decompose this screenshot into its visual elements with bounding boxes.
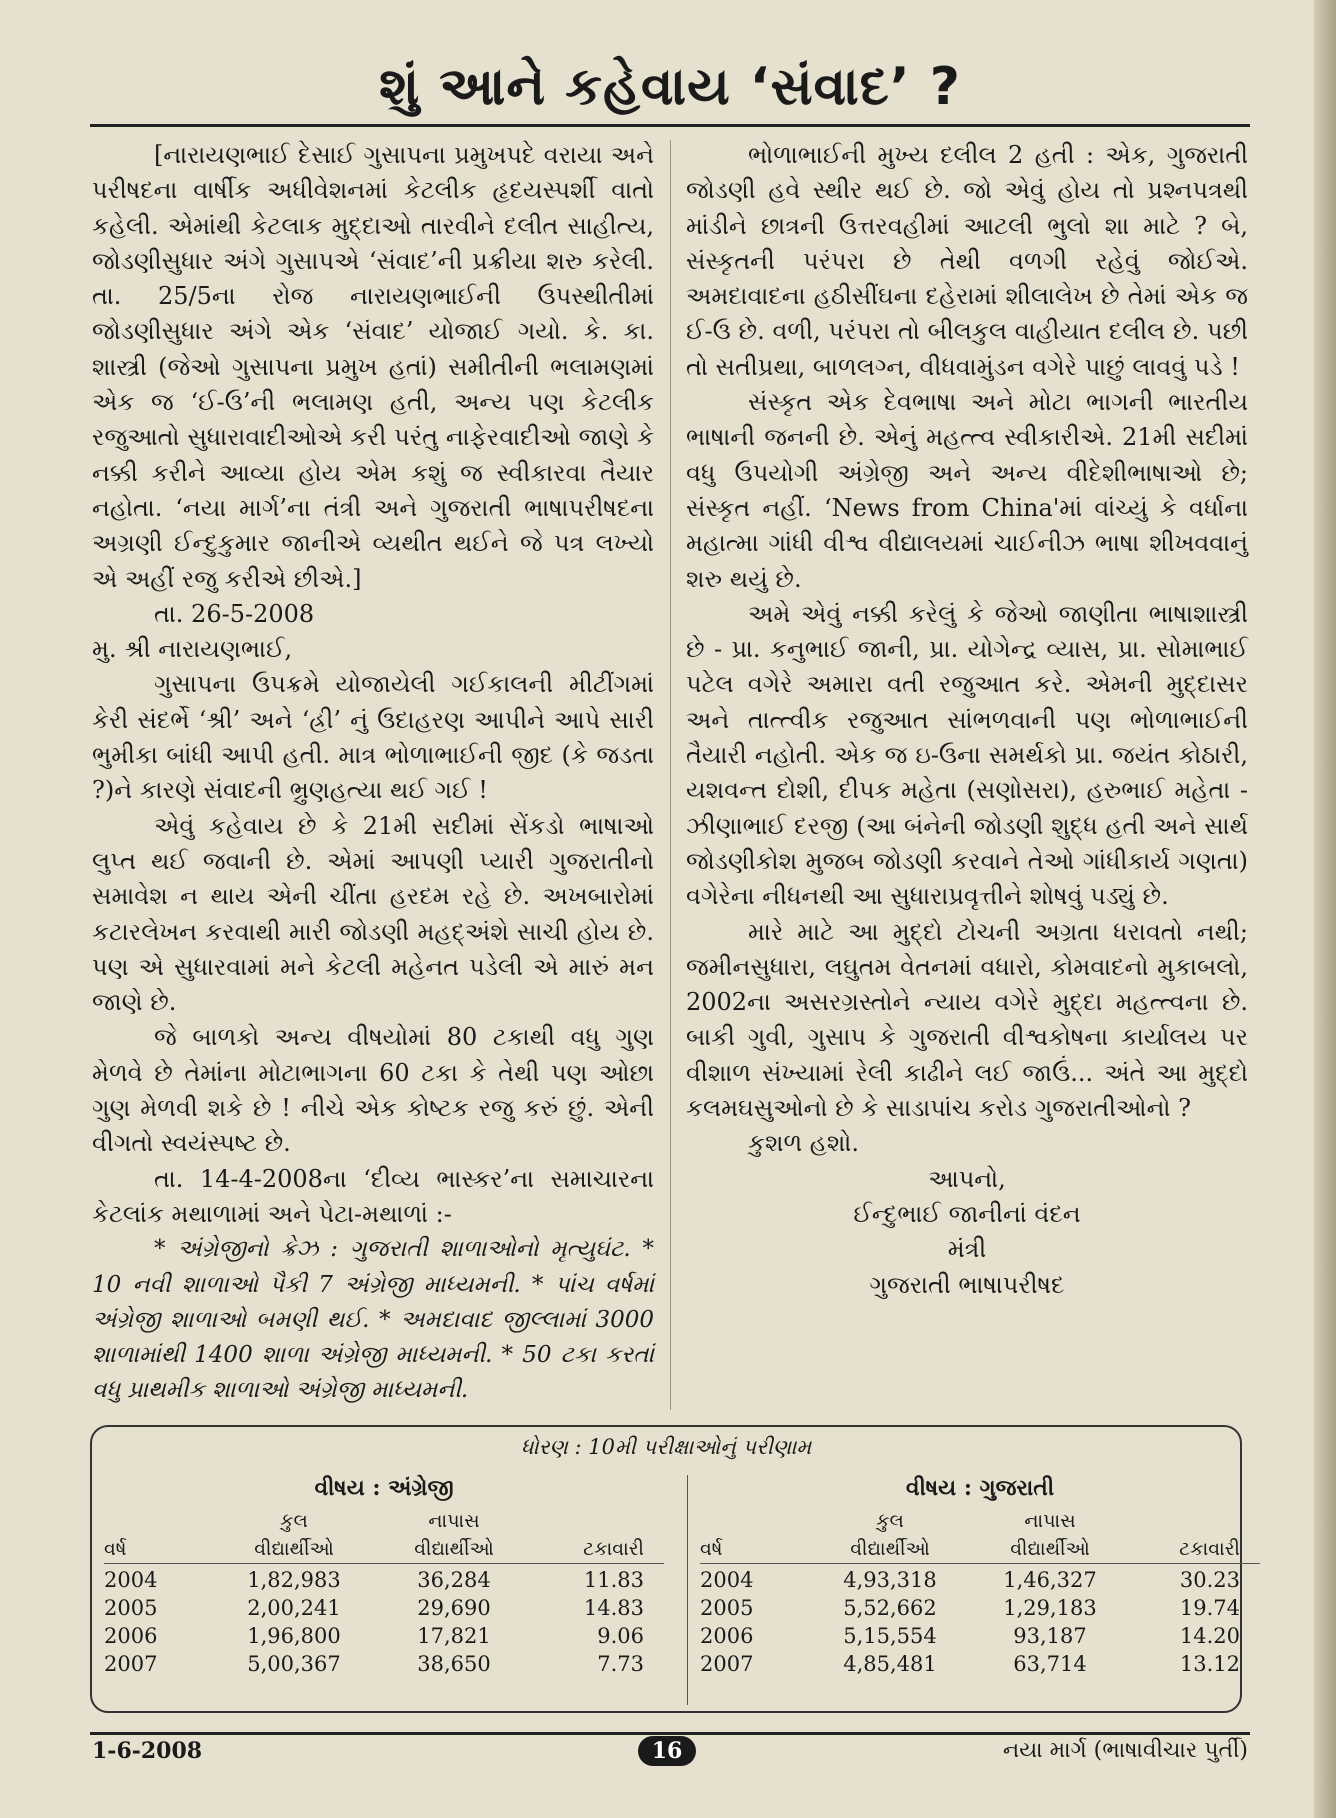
subject-heading: વીષય : અંગ્રેજી (314, 1475, 454, 1501)
title-rule (90, 124, 1250, 127)
fail-cell: 36,284 (417, 1568, 491, 1592)
year-cell: 2005 (700, 1596, 754, 1620)
publication-name: નયા માર્ગ (ભાષાવીચાર પુર્તી) (1002, 1738, 1248, 1763)
table-row (700, 1566, 1260, 1594)
page-number: 16 (638, 1736, 696, 1766)
right-column (686, 138, 1248, 1303)
table-header (700, 1535, 1260, 1564)
header-cell: નાપાસ (428, 1510, 480, 1532)
header-cell: વર્ષ (700, 1538, 723, 1560)
subject-heading: વીષય : ગુજરાતી (905, 1475, 1055, 1501)
percent-cell: 9.06 (597, 1624, 644, 1648)
header-cell: વર્ષ (104, 1538, 127, 1560)
fail-cell: 38,650 (417, 1652, 491, 1676)
signature-role: મંત્રી (947, 1235, 987, 1264)
table-row (700, 1622, 1260, 1650)
page-edge (1314, 0, 1336, 1818)
footer-rule (90, 1732, 1250, 1735)
table-row (700, 1594, 1260, 1622)
paragraph: તા. 14-4-2008ના ‘દીવ્ય ભાસ્કર’ના સમાચારના કેટલાંક મથાળામાં અને પેટા-મથાળાં :- (92, 1164, 654, 1228)
percent-cell: 14.83 (583, 1596, 644, 1620)
fail-cell: 17,821 (417, 1624, 491, 1648)
signoff: આપનો, (928, 1164, 1006, 1193)
article-title: શું આને કહેવાય ‘સંવાદ’ ? (379, 57, 961, 117)
paragraph: સંસ્કૃત એક દેવભાષા અને મોટા ભાગની ભારતીય ભાષાની જનની છે. એનું મહત્ત્વ સ્વીકારીએ. 21મી સદીમાં વધુ ઉપયોગી અંગ્રેજી અને અન્ય વીદેશીભાષાઓ છે; સંસ્કૃત નહીં. ‘News from China'માં વાંચ્યું કે વર્ધાના મહાત્મા ગાંધી વીશ્વ વીદ્યાલયમાં ચાઈનીઝ ભાષા શીખવવાનું શરુ થયું છે. (686, 388, 1248, 593)
year-cell: 2006 (104, 1624, 158, 1648)
total-cell: 5,52,662 (843, 1596, 937, 1620)
total-cell: 1,96,800 (247, 1624, 341, 1648)
results-table (90, 1425, 1242, 1713)
signature-name: ઈન્દુભાઈ જાનીનાં વંદન (853, 1199, 1081, 1228)
table-row (104, 1650, 664, 1678)
year-cell: 2005 (104, 1596, 158, 1620)
table-row (104, 1594, 664, 1622)
percent-cell: 11.83 (583, 1568, 644, 1592)
percent-cell: 13.12 (1179, 1652, 1240, 1676)
percent-cell: 19.74 (1179, 1596, 1240, 1620)
year-cell: 2007 (104, 1652, 158, 1676)
total-cell: 5,00,367 (247, 1652, 341, 1676)
letter-date: તા. 26-5-2008 (154, 599, 315, 628)
table-divider (687, 1475, 688, 1705)
header-cell: વીદ્યાર્થીઓ (254, 1538, 334, 1560)
year-cell: 2004 (104, 1568, 158, 1592)
left-column (92, 138, 654, 1409)
year-cell: 2004 (700, 1568, 754, 1592)
total-cell: 1,82,983 (247, 1568, 341, 1592)
total-cell: 4,93,318 (843, 1568, 937, 1592)
english-results (104, 1475, 664, 1678)
news-headlines: * અંગ્રેજીનો ક્રેઝ : ગુજરાતી શાળાઓનો મૃત્યુઘંટ. * 10 નવી શાળાઓ પૈકી 7 અંગ્રેજી માધ્યમની. * પાંચ વર્ષમાં અંગ્રેજી શાળાઓ બમણી થઈ. * અમદાવાદ જીલ્લામાં 3000 શાળામાંથી 1400 શાળા અંગ્રેજી માધ્યમની. * 50 ટકા કરતાં વધુ પ્રાથમીક શાળાઓ અંગ્રેજી માધ્યમની. (92, 1236, 654, 1404)
header-cell: ટકાવારી (583, 1538, 644, 1560)
header-cell: વીદ્યાર્થીઓ (1010, 1538, 1090, 1560)
total-cell: 5,15,554 (843, 1624, 937, 1648)
total-cell: 4,85,481 (843, 1652, 937, 1676)
paragraph: મારે માટે આ મુદ્દો ટોચની અગ્રતા ધરાવતો નથી; જમીનસુધારા, લઘુતમ વેતનમાં વધારો, કોમવાદનો મુકાબલો, 2002ના અસરગ્રસ્તોને ન્યાય વગેરે મુદ્દા મહત્ત્વના છે. બાકી ગુવી, ગુસાપ કે ગુજરાતી વીશ્વકોષના કાર્યાલય પર વીશાળ સંખ્યામાં રેલી કાઢીને લઈ જાઉં... અંતે આ મુદ્દો કલમઘસુઓનો છે કે સાડાપાંચ કરોડ ગુજરાતીઓનો ? (686, 917, 1248, 1123)
paragraph: ગુસાપના ઉપક્રમે યોજાયેલી ગઈકાલની મીટીંગમાં કેરી સંદર્ભે ‘શ્રી’ અને ‘હ્રી’ નું ઉદાહરણ આપીને આપે સારી ભુમીકા બાંધી આપી હતી. માત્ર ભોળાભાઈની જીદ (કે જડતા ?)ને કારણે સંવાદની ભ્રુણહત્યા થઈ ગઈ ! (92, 670, 654, 805)
header-cell: કુલ (876, 1510, 904, 1532)
paragraph: ભોળાભાઈની મુખ્ય દલીલ 2 હતી : એક, ગુજરાતી જોડણી હવે સ્થીર થઈ છે. જો એવું હોય તો પ્રશ્નપત્રથી માંડીને છાત્રની ઉત્તરવહીમાં આટલી ભુલો શા માટે ? બે, સંસ્કૃતની પરંપરા છે તેથી વળગી રહેવું જોઈએ. અમદાવાદના હઠીસીંઘના દહેરામાં શીલાલેખ છે તેમાં એક જ ઈ-ઉ છે. વળી, પરંપરા તો બીલકુલ વાહીયાત દલીલ છે. પછી તો સતીપ્રથા, બાળલગ્ન, વીધવામુંડન વગેરે પાછું લાવવું પડે ! (686, 141, 1248, 381)
year-cell: 2006 (700, 1624, 754, 1648)
percent-cell: 7.73 (597, 1652, 644, 1676)
percent-cell: 14.20 (1179, 1624, 1240, 1648)
header-cell: ટકાવારી (1179, 1538, 1240, 1560)
header-cell: વીદ્યાર્થીઓ (414, 1538, 494, 1560)
issue-date: 1-6-2008 (92, 1738, 203, 1764)
closing: કુશળ હશો. (748, 1129, 859, 1158)
fail-cell: 29,690 (417, 1596, 491, 1620)
header-cell: વીદ્યાર્થીઓ (850, 1538, 930, 1560)
fail-cell: 63,714 (1013, 1652, 1087, 1676)
paragraph: જે બાળકો અન્ય વીષયોમાં 80 ટકાથી વધુ ગુણ મેળવે છે તેમાંના મોટાભાગના 60 ટકા કે તેથી પણ ઓછા ગુણ મેળવી શકે છે ! નીચે એક કોષ્ટક રજુ કરું છું. એની વીગતો સ્વયંસ્પષ્ટ છે. (92, 1023, 654, 1158)
header-cell: નાપાસ (1024, 1510, 1076, 1532)
fail-cell: 93,187 (1013, 1624, 1087, 1648)
year-cell: 2007 (700, 1652, 754, 1676)
table-title: ધોરણ : 10મી પરીક્ષાઓનું પરીણામ (520, 1435, 812, 1459)
signature-org: ગુજરાતી ભાષાપરીષદ (869, 1270, 1065, 1299)
column-divider (670, 140, 671, 1410)
table-row (104, 1622, 664, 1650)
header-cell: કુલ (280, 1510, 308, 1532)
fail-cell: 1,46,327 (1003, 1568, 1097, 1592)
table-header (104, 1535, 664, 1564)
paragraph: એવું કહેવાય છે કે 21મી સદીમાં સેંકડો ભાષાઓ લુપ્ત થઈ જવાની છે. એમાં આપણી પ્યારી ગુજરાતીનો સમાવેશ ન થાય એની ચીંતા હરદમ રહે છે. અખબારોમાં કટારલેખન કરવાથી મારી જોડણી મહદ્અંશે સાચી હોય છે. પણ એ સુધારવામાં મને કેટલી મહેનત પડેલી એ મારું મન જાણે છે. (92, 811, 654, 1017)
percent-cell: 30.23 (1179, 1568, 1240, 1592)
table-header (700, 1507, 1260, 1535)
paragraph: અમે એવું નક્કી કરેલું કે જેઓ જાણીતા ભાષાશાસ્ત્રી છે - પ્રા. કનુભાઈ જાની, પ્રા. યોગેન્દ્ર વ્યાસ, પ્રા. સોમાભાઈ પટેલ વગેરે અમારા વતી રજુઆત કરે. એમની મુદ્દાસર અને તાત્ત્વીક રજુઆત સાંભળવાની પણ ભોળાભાઈની તૈયારી નહોતી. એક જ ઇ-ઉના સમર્થકો પ્રા. જયંત કોઠારી, યશવન્ત દોશી, દીપક મહેતા (સણોસરા), હરુભાઈ મહેતા - ઝીણાભાઈ દરજી (આ બંનેની જોડણી શુદ્ધ હતી અને સાર્થ જોડણીકોશ મુજબ જોડણી કરવાને તેઓ ગાંધીકાર્ય ગણતા) વગેરેના નીધનથી આ સુધારાપ્રવૃત્તીને શોષવું પડ્યું છે. (686, 599, 1248, 911)
fail-cell: 1,29,183 (1003, 1596, 1097, 1620)
table-header (104, 1507, 664, 1535)
table-row (700, 1650, 1260, 1678)
table-row (104, 1566, 664, 1594)
gujarati-results (700, 1475, 1260, 1678)
total-cell: 2,00,241 (247, 1596, 341, 1620)
intro-paragraph: [નારાયણભાઈ દેસાઈ ગુસાપના પ્રમુખપદે વરાયા અને પરીષદના વાર્ષીક અધીવેશનમાં કેટલીક હૃદયસ્પર્શી વાતો કહેલી. એમાંથી કેટલાક મુદ્દાઓ તારવીને દલીત સાહીત્ય, જોડણીસુધાર અંગે ગુસાપએ ‘સંવાદ’ની પ્રક્રીયા શરુ કરેલી. તા. 25/5ના રોજ નારાયણભાઈની ઉપસ્થીતીમાં જોડણીસુધાર અંગે એક ‘સંવાદ’ યોજાઈ ગયો. કે. કા. શાસ્ત્રી (જેઓ ગુસાપના પ્રમુખ હતાં) સમીતીની ભલામણમાં એક જ ‘ઈ-ઉ’ની ભલામણ હતી, અન્ય પણ કેટલીક રજુઆતો સુધારાવાદીઓએ કરી પરંતુ નાફેરવાદીઓ જાણે કે નક્કી કરીને આવ્યા હોય એમ કશું જ સ્વીકારવા તૈયાર નહોતા. ‘નયા માર્ગ’ના તંત્રી અને ગુજરાતી ભાષાપરીષદના અગ્રણી ઈન્દુકુમાર જાનીએ વ્યથીત થઈને જે પત્ર લખ્યો એ અહીં રજુ કરીએ છીએ.] (92, 141, 654, 593)
salutation: મુ. શ્રી નારાયણભાઈ, (92, 635, 293, 664)
